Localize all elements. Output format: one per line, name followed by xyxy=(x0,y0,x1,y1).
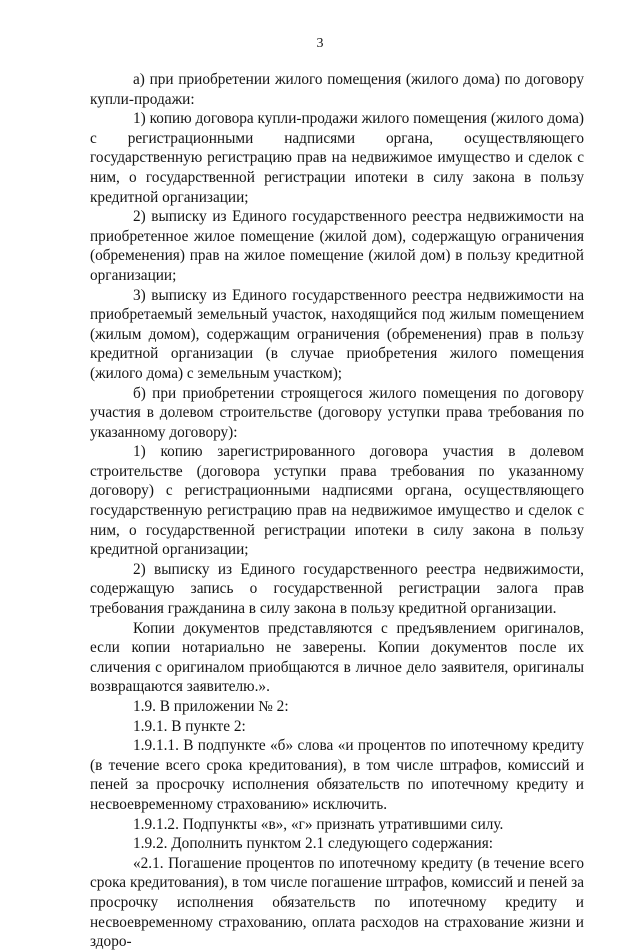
page-number: 3 xyxy=(316,36,324,51)
document-body xyxy=(90,70,584,952)
paragraph: 1.9.1. В пункте 2: xyxy=(133,717,246,735)
paragraph: 1.9.1.2. Подпункты «в», «г» признать утратившими силу. xyxy=(133,815,504,833)
paragraph: 1.9.2. Дополнить пунктом 2.1 следующего содержания: xyxy=(133,835,494,853)
paragraph: 2) выписку из Единого государственного реестра недвижимости на приобретенное жилое помещение (жилой дом), содержащую ограничения (обременения) прав на жилое помещение (жилой дом) в пользу кредитной организации; xyxy=(90,208,584,284)
paragraph: Копии документов представляются с предъявлением оригиналов, если копии нотариально не заверены. Копии документов после их сличения с оригиналом приобщаются в личное дело заявителя, оригиналы возвращаются заявителю.». xyxy=(90,619,584,696)
paragraph: б) при приобретении строящегося жилого помещения по договору участия в долевом строительстве (договору уступки права требования по указанному договору): xyxy=(90,384,584,441)
paragraph: 2) выписку из Единого государственного реестра недвижимости, содержащую запись о государственной регистрации залога прав требования гражданина в силу закона в пользу кредитной организации. xyxy=(90,560,584,618)
paragraph: 1.9.1.1. В подпункте «б» слова «и процентов по ипотечному кредиту (в течение всего срока кредитования), в том числе штрафов, комиссий и пеней за просрочку исполнения обязательств по ипотечному кредиту и несвоевременному страхованию» исключить. xyxy=(90,737,584,813)
paragraph: 1) копию зарегистрированного договора участия в долевом строительстве (договора уступки права требования по указанному договору) с регистрационными надписями органа, осуществляющего государственную регистрацию прав на недвижимое имущество и сделок с ним, о государственной регистрации ипотеки в силу закона в пользу кредитной организации; xyxy=(90,443,584,559)
paragraph: 1) копию договора купли-продажи жилого помещения (жилого дома) с регистрационными надписями органа, осуществляющего государственную регистрацию прав на недвижимое имущество и сделок с ним, о государственной регистрации ипотеки в силу закона в пользу кредитной организации; xyxy=(90,110,584,206)
paragraph: 3) выписку из Единого государственного реестра недвижимости на приобретаемый земельный участок, находящийся под жилым помещением (жилым домом), содержащим ограничения (обременения) прав в пользу кредитной организации (в случае приобретения жилого помещения (жилого дома) с земельным участком); xyxy=(90,286,584,382)
paragraph: а) при приобретении жилого помещения (жилого дома) по договору купли-продажи: xyxy=(90,71,584,108)
paragraph: 1.9. В приложении № 2: xyxy=(133,698,289,715)
paragraph: «2.1. Погашение процентов по ипотечному кредиту (в течение всего срока кредитования), в том числе погашение штрафов, комиссий и пеней за просрочку исполнения обязательств по ипотечному кредиту и несвоевременному страхованию, оплата расходов на страхование жизни и здоро- xyxy=(90,854,584,951)
